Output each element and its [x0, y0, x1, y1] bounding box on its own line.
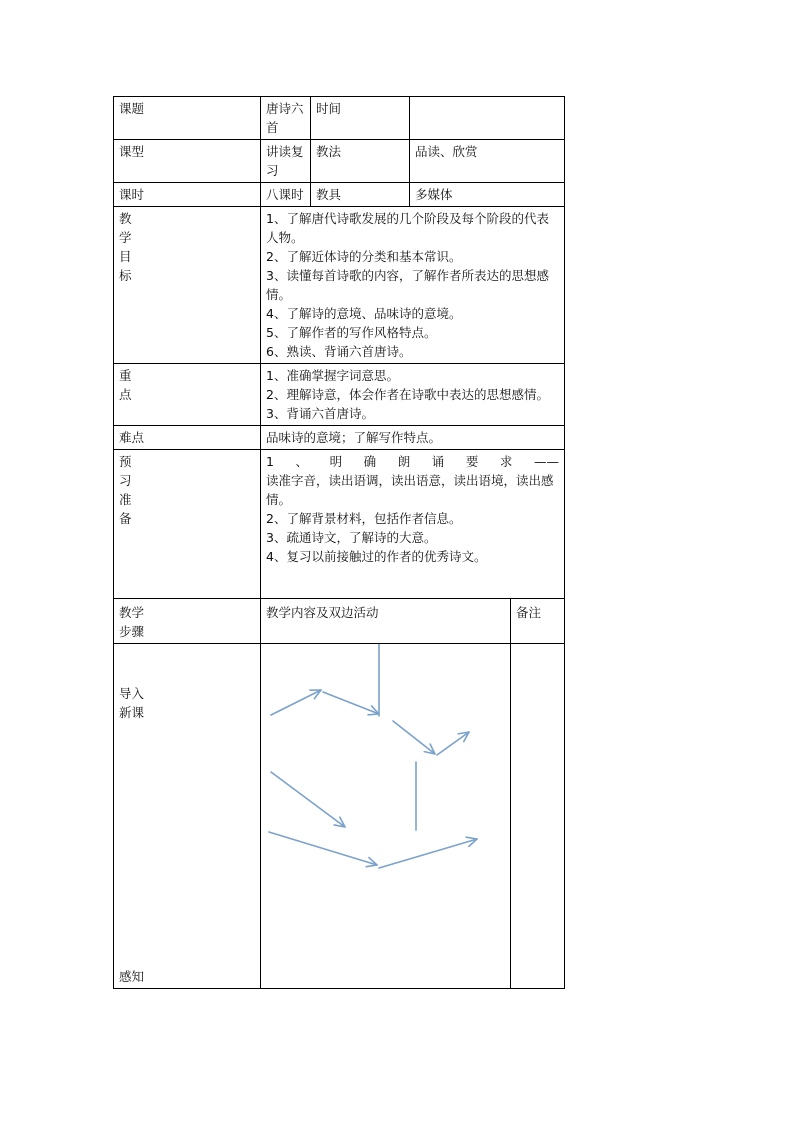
difficulty-content: 品味诗的意境；了解写作特点。	[261, 426, 565, 450]
prep-label-char: 备	[119, 511, 132, 526]
goals-label-char: 目	[119, 249, 132, 264]
key-points-label-char: 点	[119, 387, 132, 402]
prep-item-1-rest: 读准字音，读出语调，读出语意，读出语境，读出感情。	[266, 473, 554, 507]
key-points-row	[114, 364, 565, 426]
arrow-line	[271, 772, 345, 827]
prep-item: 4、复习以前接触过的作者的优秀诗文。	[266, 549, 487, 564]
prep-item-1-spread	[266, 452, 559, 471]
arrow-line	[269, 832, 377, 865]
prep-spread-char: ——	[533, 454, 559, 469]
prep-row	[114, 450, 565, 599]
arrow-diagram	[261, 644, 511, 984]
steps-body-row	[114, 644, 565, 989]
steps-label-line: 步骤	[119, 624, 145, 639]
goal-item: 3、读懂每首诗歌的内容，了解作者所表达的思想感情。	[266, 268, 549, 302]
goal-item: 4、了解诗的意境、品味诗的意境。	[266, 306, 462, 321]
goals-label-char: 标	[119, 268, 132, 283]
key-point-item: 2、理解诗意，体会作者在诗歌中表达的思想感情。	[266, 387, 549, 402]
prep-spread-char: 1	[266, 454, 274, 469]
tools-label: 教具	[311, 183, 410, 207]
arrow-line	[323, 692, 379, 714]
arrow-line	[393, 721, 435, 754]
prep-spread-char: 明	[329, 454, 343, 469]
key-points-label-char: 重	[119, 368, 132, 383]
prep-spread-char: 确	[363, 454, 377, 469]
hours-label: 课时	[114, 183, 261, 207]
difficulty-label: 难点	[114, 426, 261, 450]
goals-label-char: 教	[119, 211, 132, 226]
hours-value: 八课时	[261, 183, 311, 207]
goals-row	[114, 207, 565, 364]
goal-item: 2、了解近体诗的分类和基本常识。	[266, 249, 462, 264]
type-row	[114, 140, 565, 183]
type-value: 讲读复习	[261, 140, 311, 183]
prep-label-char: 准	[119, 492, 132, 507]
goal-item: 6、熟读、背诵六首唐诗。	[266, 344, 412, 359]
topic-label: 课题	[114, 97, 261, 140]
lesson-plan-table	[113, 96, 565, 989]
intro-label-line: 导入	[119, 686, 145, 701]
goal-item: 5、了解作者的写作风格特点。	[266, 325, 437, 340]
arrow-line	[437, 732, 469, 755]
perceive-label: 感知	[119, 969, 145, 984]
prep-label-char: 习	[119, 473, 132, 488]
goal-item: 1、了解唐代诗歌发展的几个阶段及每个阶段的代表人物。	[266, 211, 549, 245]
key-points-label	[114, 364, 261, 426]
prep-spread-char: 、	[295, 454, 309, 469]
method-label: 教法	[311, 140, 410, 183]
content-activities-header: 教学内容及双边活动	[261, 599, 511, 644]
prep-label	[114, 450, 261, 599]
prep-label-char: 预	[119, 454, 132, 469]
arrow-line	[379, 839, 477, 868]
prep-spread-char: 求	[499, 454, 513, 469]
goals-content	[261, 207, 565, 364]
prep-content	[261, 450, 565, 599]
arrow-diagram-cell	[261, 644, 511, 989]
prep-item: 2、了解背景材料，包括作者信息。	[266, 511, 462, 526]
tools-value: 多媒体	[410, 183, 565, 207]
goals-label-char: 学	[119, 230, 132, 245]
prep-spread-char: 诵	[431, 454, 445, 469]
steps-label-line: 教学	[119, 605, 145, 620]
topic-value: 唐诗六首	[261, 97, 311, 140]
topic-row	[114, 97, 565, 140]
key-points-content	[261, 364, 565, 426]
difficulty-row	[114, 426, 565, 450]
goals-label	[114, 207, 261, 364]
intro-label-line: 新课	[119, 705, 145, 720]
hours-row	[114, 183, 565, 207]
notes-body	[511, 644, 565, 989]
prep-item: 3、疏通诗文，了解诗的大意。	[266, 530, 437, 545]
type-label: 课型	[114, 140, 261, 183]
notes-header: 备注	[511, 599, 565, 644]
prep-spread-char: 朗	[397, 454, 411, 469]
key-point-item: 3、背诵六首唐诗。	[266, 406, 374, 421]
method-value: 品读、欣赏	[410, 140, 565, 183]
steps-body-label	[114, 644, 261, 989]
intro-label	[119, 684, 144, 722]
prep-spread-char: 要	[465, 454, 479, 469]
arrow-line	[271, 690, 321, 715]
key-point-item: 1、准确掌握字词意思。	[266, 368, 399, 383]
steps-header-row	[114, 599, 565, 644]
time-label: 时间	[311, 97, 410, 140]
steps-label	[114, 599, 261, 644]
time-value	[410, 97, 565, 140]
